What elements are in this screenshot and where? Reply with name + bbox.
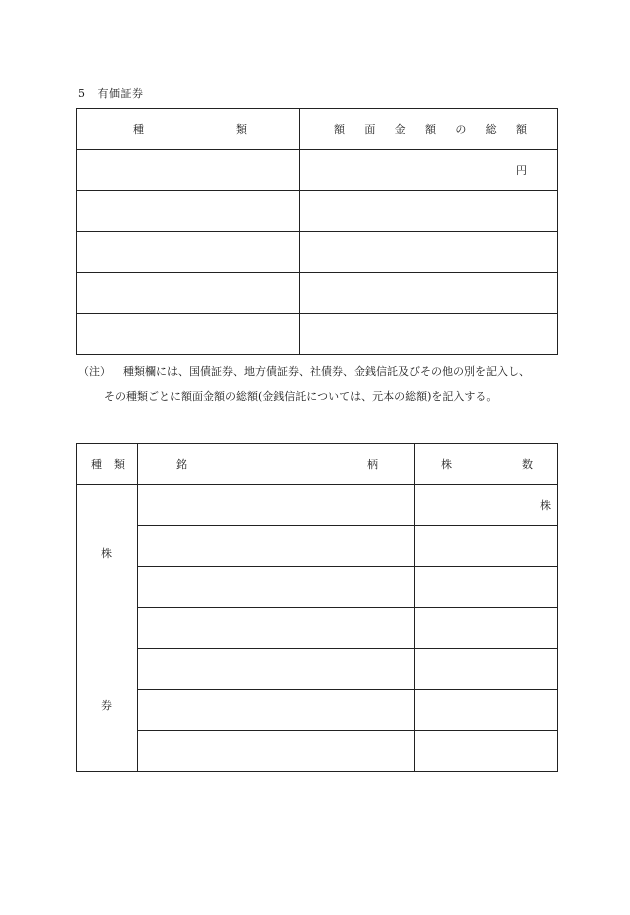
- note-text-2: その種類ごとに額面金額の総額(金銭信託については、元本の総額)を記入する。: [104, 390, 498, 403]
- table-row: [77, 232, 558, 273]
- brand-cell[interactable]: [138, 731, 415, 772]
- shares-cell[interactable]: [415, 526, 558, 567]
- kind-label-2: 券: [101, 699, 112, 712]
- table-row: [77, 191, 558, 232]
- amount-cell[interactable]: [300, 191, 558, 232]
- shares-cell[interactable]: [415, 485, 558, 526]
- kind-cell[interactable]: [77, 150, 300, 191]
- stock-kind-cell: [77, 485, 138, 772]
- table-row: [77, 273, 558, 314]
- amount-cell[interactable]: [300, 273, 558, 314]
- table-row: [77, 485, 558, 526]
- brand-cell[interactable]: [138, 526, 415, 567]
- table-header-row: [77, 444, 558, 485]
- brand-cell[interactable]: [138, 649, 415, 690]
- section-heading: [78, 85, 144, 101]
- shares-cell[interactable]: [415, 690, 558, 731]
- amount-cell[interactable]: [300, 232, 558, 273]
- amount-cell[interactable]: [300, 150, 558, 191]
- section-title: 有価証券: [97, 87, 144, 100]
- table-row: [77, 567, 558, 608]
- table-row: [77, 314, 558, 355]
- shares-unit: 株: [540, 499, 551, 512]
- table-header-row: [77, 109, 558, 150]
- brand-cell[interactable]: [138, 690, 415, 731]
- brand-cell[interactable]: [138, 485, 415, 526]
- kind-cell[interactable]: [77, 191, 300, 232]
- table-row: [77, 150, 558, 191]
- kind-cell[interactable]: [77, 232, 300, 273]
- note-mark: （注）: [78, 365, 111, 378]
- kind-label-1: 株: [101, 547, 112, 560]
- yen-unit: 円: [516, 164, 527, 177]
- shares-header: 株 数: [415, 444, 558, 485]
- kind-header: 種 類: [77, 444, 138, 485]
- brand-header: 銘 柄: [138, 444, 415, 485]
- note-line-1: [78, 363, 530, 379]
- brand-cell[interactable]: [138, 608, 415, 649]
- table-row: [77, 526, 558, 567]
- amount-cell[interactable]: [300, 314, 558, 355]
- brand-cell[interactable]: [138, 567, 415, 608]
- kind-cell[interactable]: [77, 273, 300, 314]
- table-row: [77, 690, 558, 731]
- note-line-2: [104, 388, 497, 404]
- shares-cell[interactable]: [415, 567, 558, 608]
- face-value-total-header: 額 面 金 額 の 総 額: [300, 109, 558, 150]
- shares-cell[interactable]: [415, 731, 558, 772]
- table-row: [77, 731, 558, 772]
- securities-total-table: [76, 108, 558, 355]
- table-row: [77, 649, 558, 690]
- shares-cell[interactable]: [415, 649, 558, 690]
- section-number: 5: [78, 87, 86, 100]
- note-text-1: 種類欄には、国債証券、地方債証券、社債券、金銭信託及びその他の別を記入し、: [123, 365, 530, 378]
- kind-header: 種 類: [77, 109, 300, 150]
- stock-table: [76, 443, 558, 772]
- table-row: [77, 608, 558, 649]
- shares-cell[interactable]: [415, 608, 558, 649]
- kind-cell[interactable]: [77, 314, 300, 355]
